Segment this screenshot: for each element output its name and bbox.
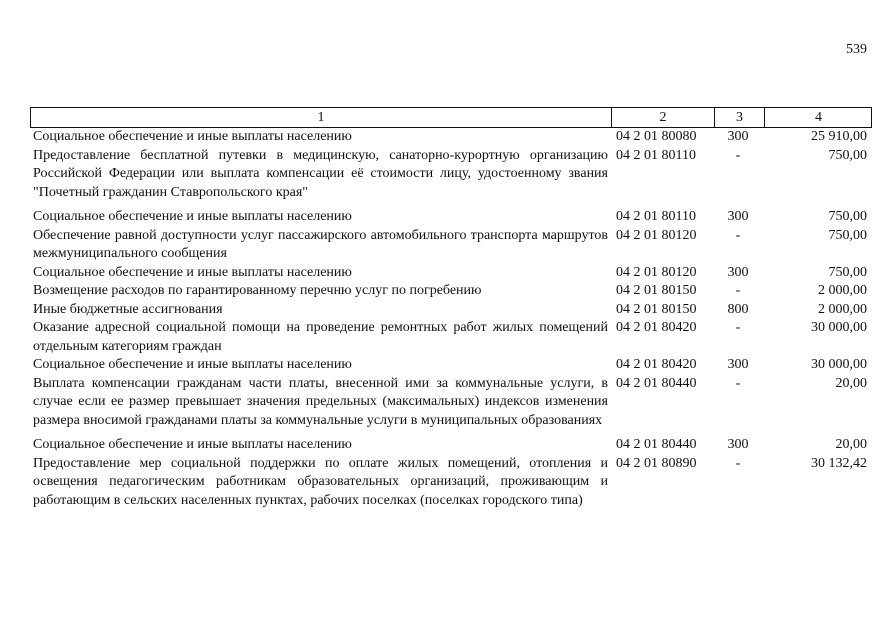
header-col-2: 2 — [611, 108, 714, 127]
row-vr: 300 — [727, 209, 749, 224]
row-name: Предоставление мер социальной поддержки по оплате жилых помещений, отопления и освещения педагогическим работникам образовательных организаций, проживающим и работающим в сельских населенных пунктах, рабочих поселках (поселках городского типа) — [33, 455, 608, 508]
table-row — [30, 375, 872, 431]
row-code: 04 2 01 80420 — [616, 357, 697, 372]
row-sum: 750,00 — [828, 209, 867, 224]
row-vr: - — [735, 283, 741, 298]
row-sum: 30 000,00 — [811, 357, 867, 372]
row-sum: 30 132,42 — [811, 455, 867, 471]
row-code: 04 2 01 80120 — [616, 227, 697, 243]
row-code: 04 2 01 80080 — [616, 129, 697, 144]
table-row — [30, 264, 872, 283]
budget-table — [30, 107, 872, 510]
row-name: Обеспечение равной доступности услуг пассажирского автомобильного транспорта маршрутов межмуниципального сообщения — [33, 227, 608, 261]
row-sum: 30 000,00 — [811, 320, 867, 335]
row-name: Иные бюджетные ассигнования — [33, 301, 223, 317]
table-row — [30, 455, 872, 511]
table-row — [30, 436, 872, 455]
row-vr: - — [735, 147, 741, 163]
row-vr: - — [735, 227, 741, 243]
row-code: 04 2 01 80120 — [616, 264, 697, 280]
row-sum: 25 910,00 — [811, 129, 867, 144]
row-name: Социальное обеспечение и иные выплаты населению — [33, 264, 352, 280]
page-number: 539 — [846, 42, 867, 57]
table-header — [30, 107, 872, 128]
table-row — [30, 128, 872, 147]
row-name: Предоставление бесплатной путевки в медицинскую, санаторно-курортную организацию Российской Федерации или выплата компенсации её стоимости лицу, удостоенному звания "Почетный гражданин Ставропольского края" — [33, 147, 608, 200]
table-row — [30, 356, 872, 375]
row-sum: 2 000,00 — [818, 301, 867, 317]
row-code: 04 2 01 80420 — [616, 320, 697, 335]
row-vr: 800 — [727, 301, 749, 317]
header-col-4: 4 — [764, 108, 872, 127]
row-vr: - — [735, 320, 741, 335]
row-code: 04 2 01 80440 — [616, 375, 697, 391]
row-sum: 2 000,00 — [818, 283, 867, 298]
row-sum: 20,00 — [835, 437, 867, 452]
row-sum: 750,00 — [828, 147, 867, 163]
row-name: Социальное обеспечение и иные выплаты населению — [33, 129, 352, 144]
header-col-1: 1 — [317, 110, 325, 125]
table-row — [30, 282, 872, 301]
row-code: 04 2 01 80890 — [616, 455, 697, 471]
table-row — [30, 319, 872, 356]
row-vr: - — [735, 375, 741, 391]
row-name: Оказание адресной социальной помощи на проведение ремонтных работ жилых помещений отдельным категориям граждан — [33, 320, 608, 354]
table-row — [30, 227, 872, 264]
row-name: Выплата компенсации гражданам части платы, внесенной ими за коммунальные услуги, в случае если ее размер превышает значения предельных (максимальных) индексов изменения размера вносимой гражданами платы за коммунальные услуги в муниципальных образованиях — [33, 375, 608, 428]
row-code: 04 2 01 80150 — [616, 283, 697, 298]
row-vr: 300 — [727, 357, 749, 372]
row-code: 04 2 01 80440 — [616, 437, 697, 452]
row-sum: 750,00 — [828, 264, 867, 280]
row-sum: 20,00 — [835, 375, 867, 391]
row-code: 04 2 01 80110 — [616, 209, 696, 224]
row-sum: 750,00 — [828, 227, 867, 243]
row-name: Социальное обеспечение и иные выплаты населению — [33, 209, 352, 224]
table-row — [30, 208, 872, 227]
row-vr: 300 — [727, 264, 749, 280]
row-name: Возмещение расходов по гарантированному перечню услуг по погребению — [33, 283, 482, 298]
row-name: Социальное обеспечение и иные выплаты населению — [33, 437, 352, 452]
row-vr: - — [735, 455, 741, 471]
row-vr: 300 — [727, 437, 749, 452]
row-code: 04 2 01 80110 — [616, 147, 696, 163]
table-row — [30, 301, 872, 320]
header-col-3: 3 — [714, 108, 764, 127]
row-code: 04 2 01 80150 — [616, 301, 697, 317]
table-row — [30, 147, 872, 203]
row-name: Социальное обеспечение и иные выплаты населению — [33, 357, 352, 372]
row-vr: 300 — [727, 129, 749, 144]
